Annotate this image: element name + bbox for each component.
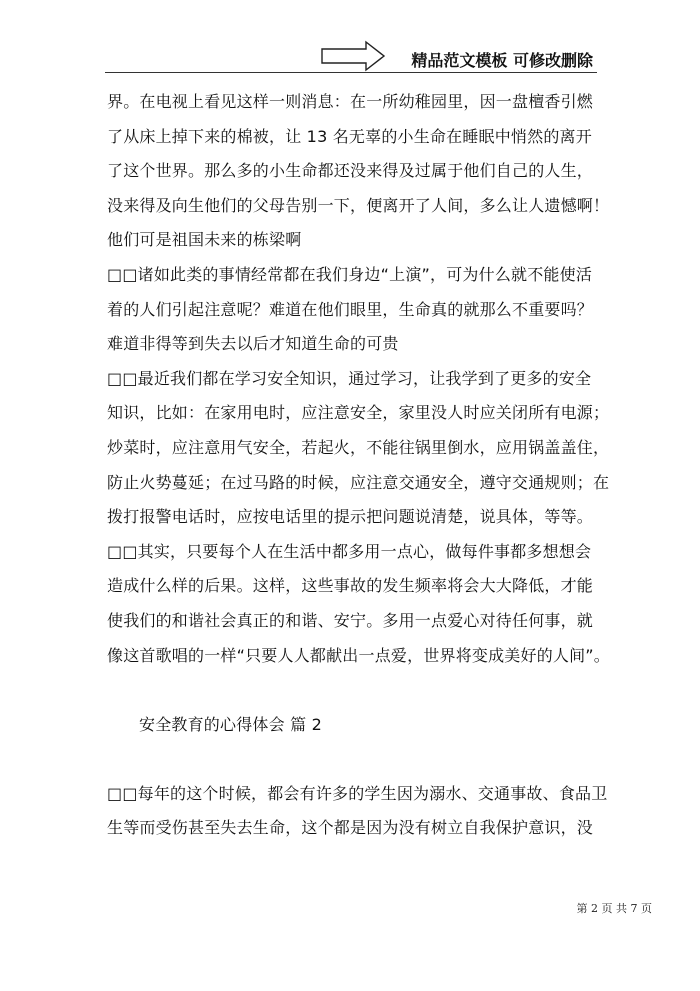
text-line: 防止火势蔓延；在过马路的时候，应注意交通安全，遵守交通规则；在 bbox=[107, 472, 610, 492]
text-line: 生等而受伤甚至失去生命，这个都是因为没有树立自我保护意识，没 bbox=[107, 818, 594, 838]
blank-line bbox=[107, 673, 589, 708]
arrow-right-icon bbox=[320, 40, 388, 72]
text-line: 难道非得等到失去以后才知道生命的可贵 bbox=[107, 334, 399, 354]
text-line: 了从床上掉下来的棉被，让 13 名无辜的小生命在睡眠中悄然的离开 bbox=[107, 126, 592, 146]
text-line: 炒菜时，应注意用气安全，若起火，不能往锅里倒水，应用锅盖盖住， bbox=[107, 437, 610, 457]
text-line: 界。在电视上看见这样一则消息：在一所幼稚园里，因一盘檀香引燃 bbox=[107, 92, 594, 111]
text-line: 他们可是祖国未来的栋梁啊 bbox=[107, 230, 302, 250]
section-heading: 安全教育的心得体会 篇 2 bbox=[139, 714, 322, 734]
text-line: 没来得及向生他们的父母告别一下，便离开了人间，多么让人遗憾啊！ bbox=[107, 195, 610, 215]
blank-line bbox=[107, 742, 589, 777]
text-line: 使我们的和谐社会真正的和谐、安宁。多用一点爱心对待任何事，就 bbox=[107, 610, 594, 630]
text-line: 着的人们引起注意呢？难道在他们眼里，生命真的就那么不重要吗？ bbox=[107, 299, 594, 319]
text-line: □□其实，只要每个人在生活中都多用一点心，做每件事都多想想会 bbox=[107, 541, 592, 561]
page-number: 第 2 页 共 7 页 bbox=[576, 902, 652, 915]
document-body bbox=[107, 85, 610, 846]
text-line: 造成什么样的后果。这样，这些事故的发生频率将会大大降低，才能 bbox=[107, 576, 594, 596]
text-line: □□诸如此类的事情经常都在我们身边“上演”，可为什么就不能使活 bbox=[107, 264, 593, 284]
text-line: 拨打报警电话时，应按电话里的提示把问题说清楚，说具体，等等。 bbox=[107, 507, 594, 527]
text-line: 了这个世界。那么多的小生命都还没来得及过属于他们自己的人生， bbox=[107, 161, 594, 181]
text-line: □□每年的这个时候，都会有许多的学生因为溺水、交通事故、食品卫 bbox=[107, 783, 608, 803]
page-header bbox=[105, 40, 597, 73]
text-line: 像这首歌唱的一样“只要人人都献出一点爱，世界将变成美好的人间”。 bbox=[107, 645, 610, 665]
header-title: 精品范文模板 可修改删除 bbox=[411, 51, 593, 70]
text-line: □□最近我们都在学习安全知识，通过学习，让我学到了更多的安全 bbox=[107, 368, 592, 388]
text-line: 知识，比如：在家用电时，应注意安全，家里没人时应关闭所有电源； bbox=[107, 403, 610, 423]
